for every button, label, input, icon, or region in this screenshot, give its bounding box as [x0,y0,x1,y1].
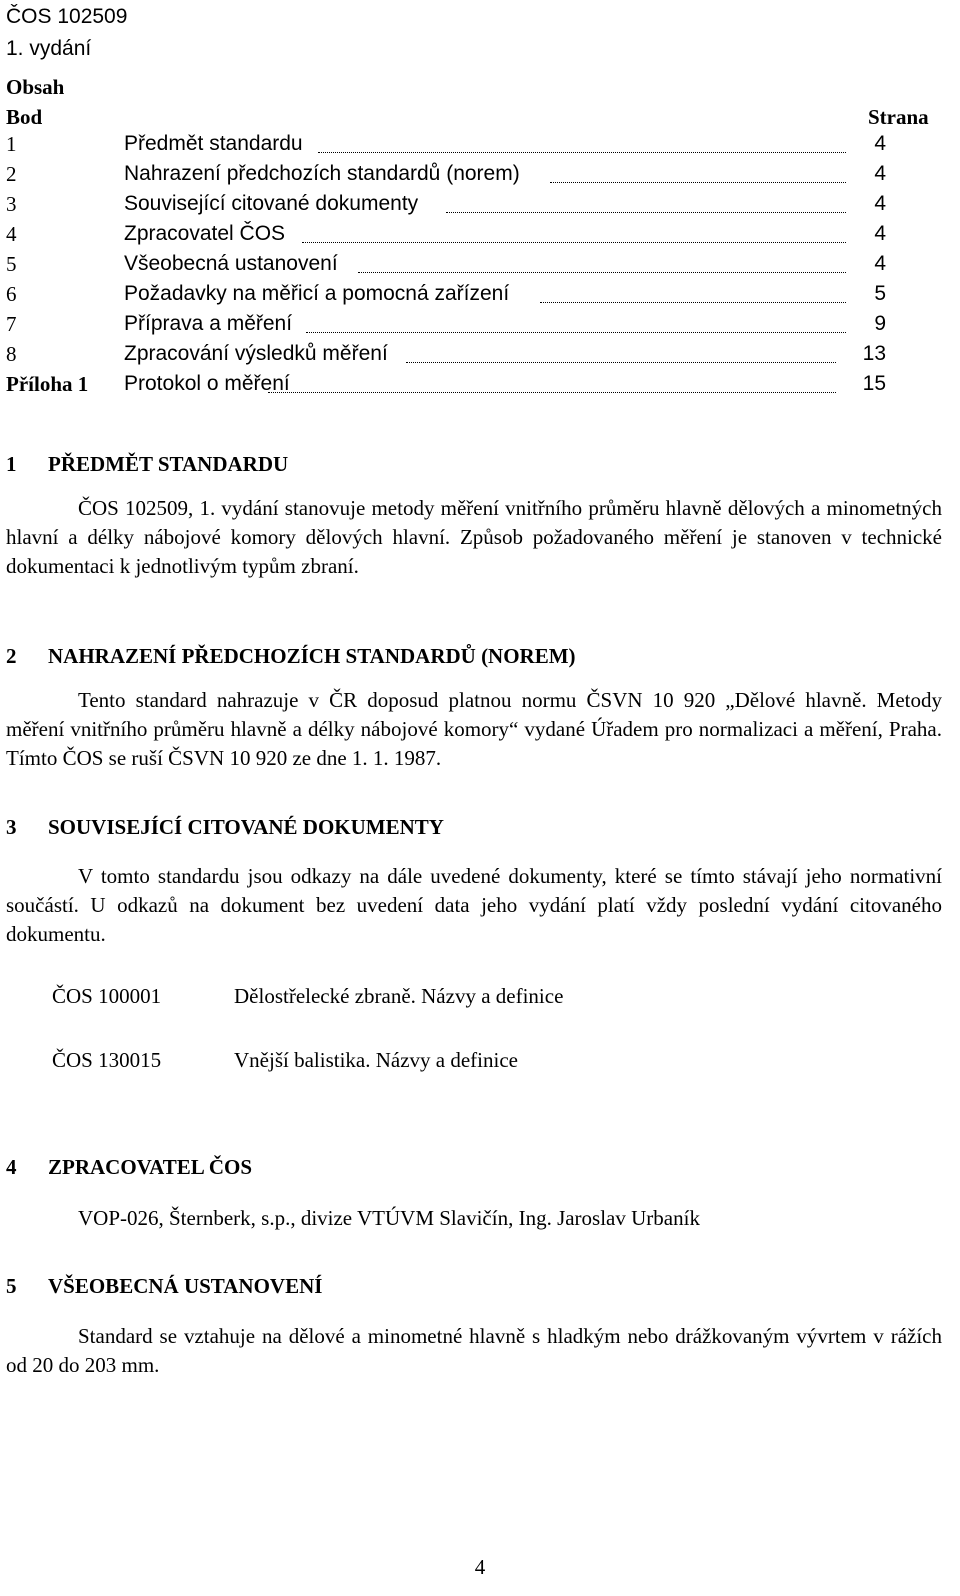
edition: 1. vydání [6,37,92,60]
toc-heading: Obsah [6,75,65,99]
toc-row-page: 4 [874,222,886,245]
toc-row-number: Příloha 1 [6,372,89,396]
toc-row-page: 4 [874,192,886,215]
toc-row-number: 2 [6,162,17,186]
toc-row-page: 13 [862,342,886,365]
section-number: 1 [6,452,17,476]
toc-row-page: 4 [874,252,886,275]
reference-code: ČOS 100001 [52,984,162,1008]
section-heading [6,815,444,840]
section-heading [6,452,288,477]
toc-leader [306,312,846,333]
toc-leader [446,192,846,213]
page-number: 4 [474,1555,486,1579]
toc-row-title: Související citované dokumenty [124,192,419,215]
toc-row-page: 15 [862,372,886,395]
toc-row-number: 1 [6,132,17,156]
toc-leader [406,342,836,363]
toc-col-page: Strana [868,105,929,129]
toc-leader [540,282,846,303]
section-number: 5 [6,1274,17,1298]
toc-row[interactable] [6,162,886,192]
reference-title: Dělostřelecké zbraně. Názvy a definice [234,984,564,1008]
toc-row-title: Protokol o měření [124,372,290,395]
toc-row[interactable] [6,342,886,372]
toc-row-title: Všeobecná ustanovení [124,252,338,275]
standard-id: ČOS 102509 [6,5,128,28]
toc-row-number: 6 [6,282,17,306]
toc-row-title: Zpracovatel ČOS [124,222,286,245]
toc-row-page: 9 [874,312,886,335]
toc-row-title: Příprava a měření [124,312,293,335]
section-number: 3 [6,815,17,839]
reference-row [52,1048,518,1073]
section-title: SOUVISEJÍCÍ CITOVANÉ DOKUMENTY [48,815,444,839]
section-heading [6,1274,322,1299]
section-number: 4 [6,1155,17,1179]
toc-leader [318,132,846,153]
reference-title: Vnější balistika. Názvy a definice [234,1048,518,1072]
section-heading [6,644,576,669]
section-text: Standard se vztahuje na dělové a minometné hlavně s hladkým nebo drážkovaným vývrtem v rážích od 20 do 203 mm. [6,1324,942,1377]
reference-row [52,984,563,1009]
toc-row[interactable] [6,372,886,402]
section-title: ZPRACOVATEL ČOS [48,1155,253,1179]
toc-row-title: Předmět standardu [124,132,303,155]
section-title: PŘEDMĚT STANDARDU [48,452,289,476]
toc-row[interactable] [6,132,886,162]
section-number: 2 [6,644,17,668]
toc-row[interactable] [6,192,886,222]
section-heading [6,1155,252,1180]
section-text: VOP-026, Šternberk, s.p., divize VTÚVM Slavičín, Ing. Jaroslav Urbaník [78,1206,700,1230]
section-text: V tomto standardu jsou odkazy na dále uvedené dokumenty, které se tímto stávají jeho normativní součástí. U odkazů na dokument bez uvedení data jeho vydání platí vždy poslední vydání citovaného dokumentu. [6,864,942,946]
toc-row[interactable] [6,252,886,282]
toc-row-page: 4 [874,162,886,185]
reference-code: ČOS 130015 [52,1048,162,1072]
toc-leader [302,222,846,243]
toc-row-number: 8 [6,342,17,366]
section-title: NAHRAZENÍ PŘEDCHOZÍCH STANDARDŮ (NOREM) [48,644,576,668]
toc-row[interactable] [6,222,886,252]
toc-row-title: Zpracování výsledků měření [124,342,388,365]
toc-row-title: Požadavky na měřicí a pomocná zařízení [124,282,510,305]
toc-row-number: 7 [6,312,17,336]
toc-row-number: 5 [6,252,17,276]
toc-leader [550,162,846,183]
toc-leader [358,252,846,273]
toc-leader [268,372,836,393]
toc-row-number: 3 [6,192,17,216]
toc-row-number: 4 [6,222,17,246]
section-text: Tento standard nahrazuje v ČR doposud platnou normu ČSVN 10 920 „Dělové hlavně. Metody měření vnitřního průměru hlavně a délky nábojové komory“ vydané Úřadem pro normalizaci a měření, Praha. Tímto ČOS se ruší ČSVN 10 920 ze dne 1. 1. 1987. [6,688,942,770]
section-title: VŠEOBECNÁ USTANOVENÍ [48,1274,323,1298]
toc-row[interactable] [6,282,886,312]
toc-row-page: 5 [874,282,886,305]
toc-row[interactable] [6,312,886,342]
toc-row-page: 4 [874,132,886,155]
toc-row-title: Nahrazení předchozích standardů (norem) [124,162,520,185]
section-text: ČOS 102509, 1. vydání stanovuje metody měření vnitřního průměru hlavně dělových a minometných hlavní a délky nábojové komory dělových hlavní. Způsob požadovaného měření je stanoven v technické dokumentaci k jednotlivým typům zbraní. [6,496,942,578]
toc-col-item: Bod [6,105,43,129]
